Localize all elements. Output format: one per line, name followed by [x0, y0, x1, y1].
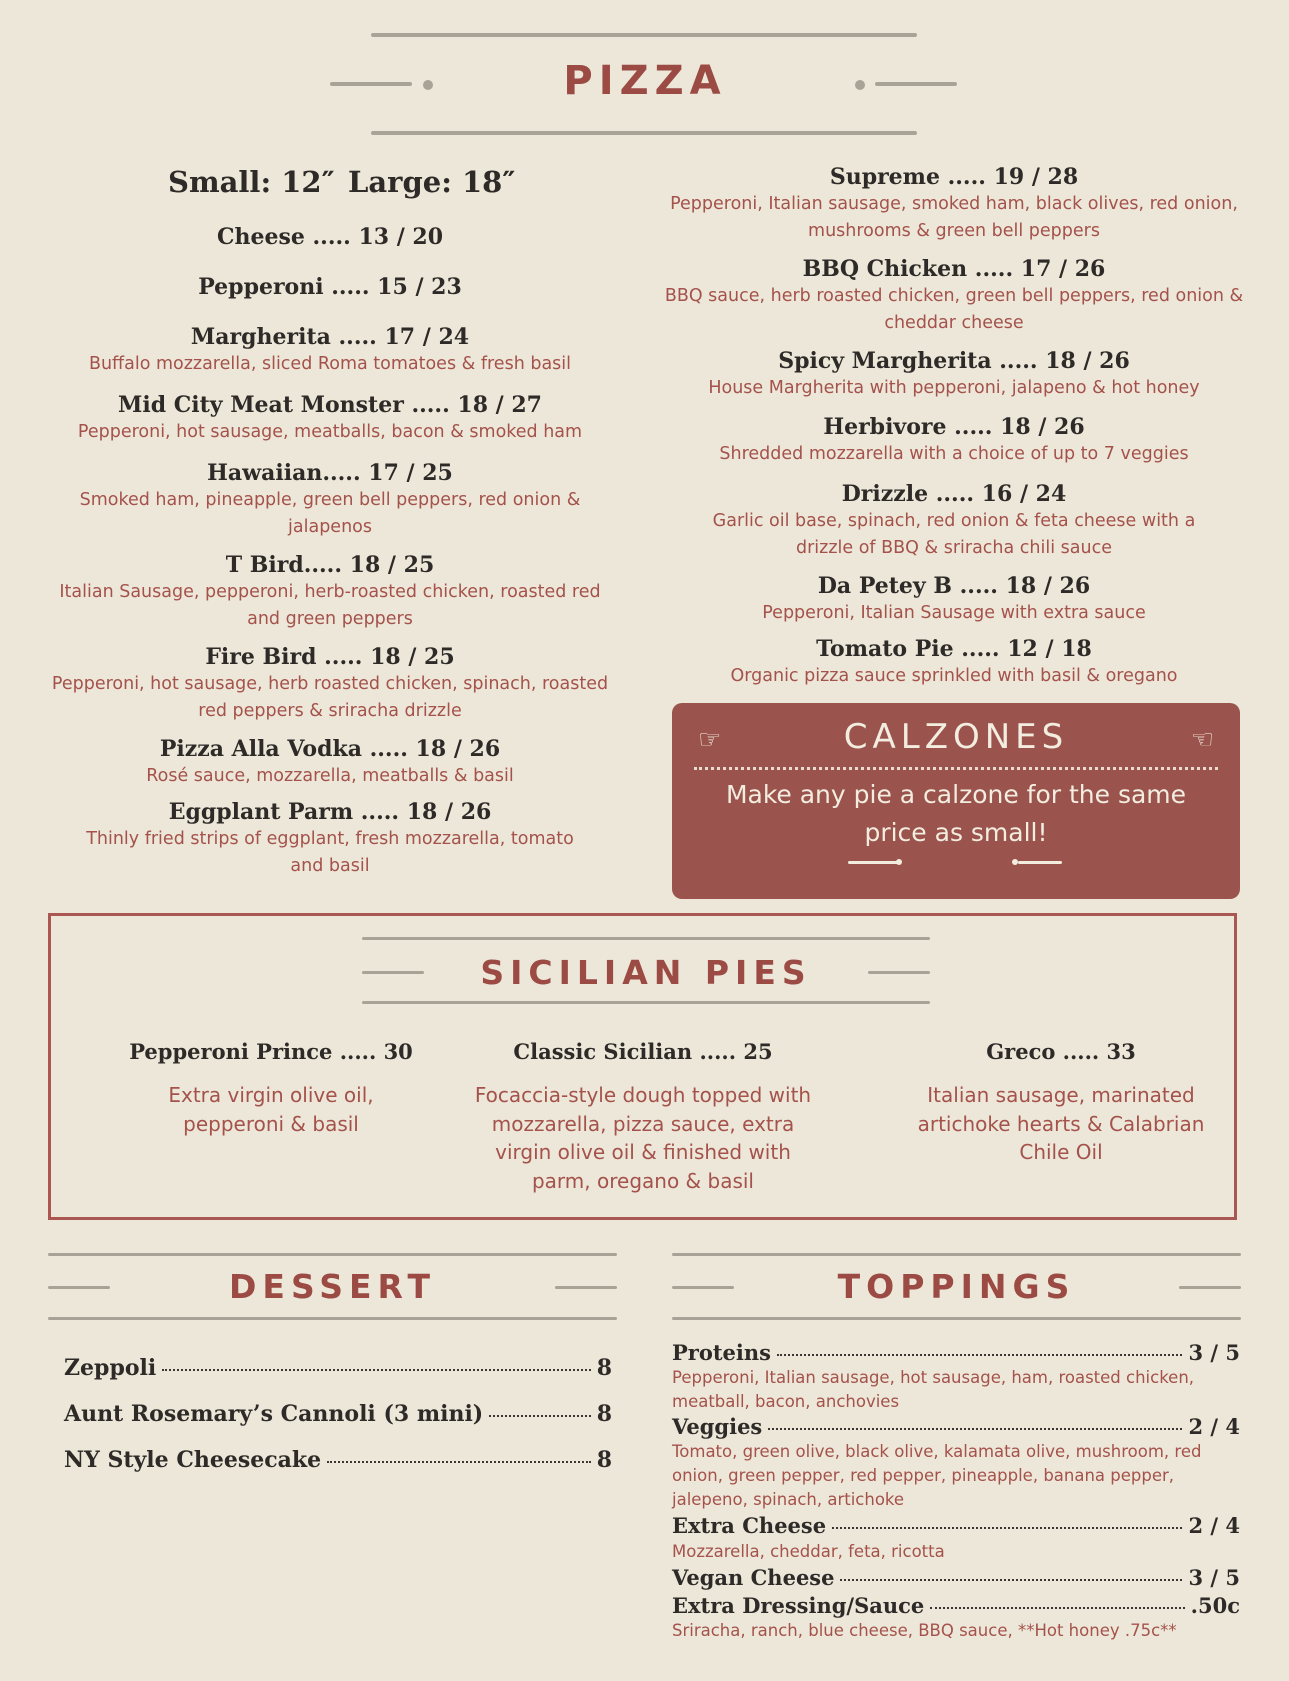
- pizza-item-name: Tomato Pie ..... 12 / 18: [816, 636, 1092, 662]
- pizza-item-name: Herbivore ..... 18 / 26: [823, 414, 1085, 440]
- sicilian-item-desc: Italian sausage, marinated artichoke hearts & Calabrian Chile Oil: [917, 1083, 1205, 1164]
- toppings-left-flourish: [672, 1286, 734, 1289]
- sicilian-pies-box: [48, 913, 1237, 1220]
- topping-price: 3 / 5: [1188, 1565, 1240, 1590]
- sicilian-item-greco: [881, 1038, 1241, 1167]
- size-small: Small: 12″: [168, 165, 335, 199]
- toppings-row-vegan-cheese: [672, 1565, 1240, 1590]
- sicilian-item-desc: Extra virgin olive oil, pepperoni & basil: [168, 1083, 374, 1136]
- pizza-item-desc: Italian Sausage, pepperoni, herb-roasted chicken, roasted red and green peppers: [59, 582, 601, 629]
- pizza-item-name: Fire Bird ..... 18 / 25: [205, 644, 455, 670]
- dessert-item-name: Zeppoli: [64, 1355, 157, 1381]
- pizza-item-name: Pizza Alla Vodka ..... 18 / 26: [159, 736, 501, 762]
- calzones-right-flourish: [1018, 861, 1062, 864]
- calzones-banner: [672, 703, 1240, 899]
- sicilian-item-name: Greco ..... 33: [986, 1039, 1136, 1064]
- topping-desc: Pepperoni, Italian sausage, hot sausage, ham, roasted chicken, meatball, bacon, anchovies: [672, 1368, 1195, 1411]
- pizza-item-da-petey-b: [664, 573, 1244, 627]
- dotted-leader: [840, 1579, 1182, 1581]
- calzones-title: CALZONES: [843, 717, 1069, 757]
- dotted-leader: [489, 1415, 590, 1417]
- sicilian-item-pepperoni-prince: [91, 1038, 451, 1138]
- calzones-text: Make any pie a calzone for the same price as small!: [725, 780, 1187, 847]
- pizza-left-dot: [423, 80, 433, 90]
- pizza-item-tomato-pie: [664, 636, 1244, 690]
- dessert-item-price: 8: [596, 1401, 612, 1427]
- pizza-item-spicy-margherita: [664, 348, 1244, 402]
- toppings-bottom-rule: [672, 1317, 1241, 1320]
- dessert-row-cannoli: [64, 1401, 612, 1427]
- pizza-item-cheese: [45, 224, 615, 251]
- pizza-right-dot: [855, 80, 865, 90]
- pizza-item-desc: Pepperoni, hot sausage, herb roasted chicken, spinach, roasted red peppers & sriracha drizzle: [51, 674, 609, 721]
- toppings-row-extra-dressing: [672, 1593, 1240, 1618]
- sicilian-bottom-rule: [362, 1001, 930, 1004]
- dessert-item-price: 8: [596, 1447, 612, 1473]
- dotted-leader: [777, 1354, 1182, 1356]
- pizza-bottom-rule: [371, 131, 917, 135]
- pizza-item-name: Drizzle ..... 16 / 24: [841, 481, 1067, 507]
- sicilian-item-name: Classic Sicilian ..... 25: [513, 1039, 773, 1064]
- pizza-item-desc: Smoked ham, pineapple, green bell peppers, red onion & jalapenos: [79, 490, 581, 537]
- dessert-title: DESSERT: [229, 1267, 436, 1306]
- calzones-dotted-divider: [694, 767, 1218, 770]
- pizza-right-flourish: [875, 82, 957, 86]
- calzones-left-dot: [896, 859, 902, 865]
- dessert-item-name: NY Style Cheesecake: [64, 1447, 322, 1473]
- pizza-item-name: Pepperoni ..... 15 / 23: [198, 274, 462, 300]
- pizza-top-rule: [371, 33, 917, 37]
- toppings-row-veggies: [672, 1414, 1240, 1439]
- pizza-left-flourish: [330, 82, 412, 86]
- pizza-item-desc: Garlic oil base, spinach, red onion & feta cheese with a drizzle of BBQ & sriracha chili sauce: [712, 511, 1196, 558]
- sicilian-item-name: Pepperoni Prince ..... 30: [129, 1039, 413, 1064]
- dessert-bottom-rule: [48, 1317, 617, 1320]
- calzones-left-flourish: [848, 861, 898, 864]
- pizza-item-name: T Bird..... 18 / 25: [225, 552, 435, 578]
- size-large: Large: 18″: [348, 165, 516, 199]
- dotted-leader: [768, 1428, 1182, 1430]
- pizza-item-name: Mid City Meat Monster ..... 18 / 27: [117, 392, 542, 418]
- topping-price: 3 / 5: [1188, 1340, 1240, 1365]
- pizza-item-desc: Pepperoni, Italian sausage, smoked ham, black olives, red onion, mushrooms & green bell peppers: [670, 194, 1238, 241]
- pizza-title: PIZZA: [563, 58, 727, 104]
- pointing-hand-right-icon: ☞: [698, 725, 722, 755]
- dotted-leader: [930, 1607, 1184, 1609]
- topping-price: 2 / 4: [1188, 1414, 1240, 1439]
- dotted-leader: [162, 1369, 590, 1371]
- pizza-item-fire-bird: [45, 644, 615, 725]
- pizza-item-name: Eggplant Parm ..... 18 / 26: [168, 799, 492, 825]
- topping-name: Proteins: [672, 1340, 771, 1365]
- sicilian-top-rule: [362, 937, 930, 940]
- pizza-item-desc: Pepperoni, Italian Sausage with extra sauce: [762, 603, 1146, 623]
- dotted-leader: [832, 1527, 1182, 1529]
- topping-name: Vegan Cheese: [672, 1565, 835, 1590]
- topping-name: Veggies: [672, 1414, 763, 1439]
- pizza-item-desc: Organic pizza sauce sprinkled with basil & oregano: [730, 666, 1178, 686]
- topping-desc: Mozzarella, cheddar, feta, ricotta: [672, 1542, 945, 1561]
- pizza-item-t-bird: [45, 552, 615, 633]
- dessert-row-cheesecake: [64, 1447, 612, 1473]
- dessert-item-price: 8: [596, 1355, 612, 1381]
- pizza-item-name: Cheese ..... 13 / 20: [216, 224, 444, 250]
- pizza-item-desc: Rosé sauce, mozzarella, meatballs & basil: [146, 766, 514, 786]
- pizza-item-name: Hawaiian..... 17 / 25: [207, 460, 453, 486]
- toppings-right-flourish: [1179, 1286, 1241, 1289]
- pizza-item-supreme: [664, 164, 1244, 245]
- pizza-item-desc: Buffalo mozzarella, sliced Roma tomatoes & fresh basil: [88, 354, 572, 374]
- pizza-item-mid-city-meat-monster: [45, 392, 615, 446]
- dotted-leader: [327, 1461, 591, 1463]
- topping-name: Extra Dressing/Sauce: [672, 1593, 925, 1618]
- toppings-row-proteins: [672, 1340, 1240, 1365]
- topping-desc: Sriracha, ranch, blue cheese, BBQ sauce, **Hot honey .75c**: [672, 1621, 1177, 1640]
- dessert-row-zeppoli: [64, 1355, 612, 1381]
- pizza-item-bbq-chicken: [664, 256, 1244, 337]
- pizza-item-eggplant-parm: [45, 799, 615, 880]
- pizza-item-desc: Thinly fried strips of eggplant, fresh mozzarella, tomato and basil: [86, 829, 574, 876]
- pizza-item-name: Margherita ..... 17 / 24: [190, 324, 470, 350]
- toppings-top-rule: [672, 1253, 1241, 1256]
- dessert-right-flourish: [555, 1286, 617, 1289]
- pizza-item-pepperoni: [45, 274, 615, 301]
- dessert-top-rule: [48, 1253, 617, 1256]
- sicilian-item-classic-sicilian: [463, 1038, 823, 1195]
- sicilian-right-flourish: [868, 971, 930, 974]
- dessert-left-flourish: [48, 1286, 110, 1289]
- pizza-item-desc: House Margherita with pepperoni, jalapeno & hot honey: [708, 378, 1200, 398]
- pizza-item-hawaiian: [45, 460, 615, 541]
- pizza-item-name: Spicy Margherita ..... 18 / 26: [778, 348, 1130, 374]
- pizza-item-desc: Pepperoni, hot sausage, meatballs, bacon & smoked ham: [77, 422, 583, 442]
- toppings-title: TOPPINGS: [837, 1267, 1076, 1306]
- pizza-item-desc: BBQ sauce, herb roasted chicken, green bell peppers, red onion & cheddar cheese: [664, 286, 1244, 333]
- topping-desc: Tomato, green olive, black olive, kalamata olive, mushroom, red onion, green pepper, red pepper, pineapple, banana pepper, jalepeno, spinach, artichoke: [672, 1442, 1202, 1509]
- pizza-item-name: Supreme ..... 19 / 28: [829, 164, 1079, 190]
- pizza-item-herbivore: [664, 414, 1244, 468]
- sicilian-title: SICILIAN PIES: [480, 953, 812, 992]
- pizza-item-name: BBQ Chicken ..... 17 / 26: [802, 256, 1106, 282]
- topping-price: .50c: [1190, 1593, 1240, 1618]
- dessert-item-name: Aunt Rosemary’s Cannoli (3 mini): [64, 1401, 484, 1427]
- pizza-item-desc: Shredded mozzarella with a choice of up to 7 veggies: [719, 444, 1189, 464]
- pizza-item-name: Da Petey B ..... 18 / 26: [817, 573, 1091, 599]
- pizza-item-margherita: [45, 324, 615, 378]
- pizza-item-drizzle: [664, 481, 1244, 562]
- sicilian-left-flourish: [362, 971, 424, 974]
- sicilian-item-desc: Focaccia-style dough topped with mozzarella, pizza sauce, extra virgin olive oil & finished with parm, oregano & basil: [474, 1083, 812, 1193]
- toppings-row-extra-cheese: [672, 1513, 1240, 1538]
- pizza-item-alla-vodka: [45, 736, 615, 790]
- topping-price: 2 / 4: [1188, 1513, 1240, 1538]
- pointing-hand-left-icon: ☜: [1190, 725, 1214, 755]
- topping-name: Extra Cheese: [672, 1513, 827, 1538]
